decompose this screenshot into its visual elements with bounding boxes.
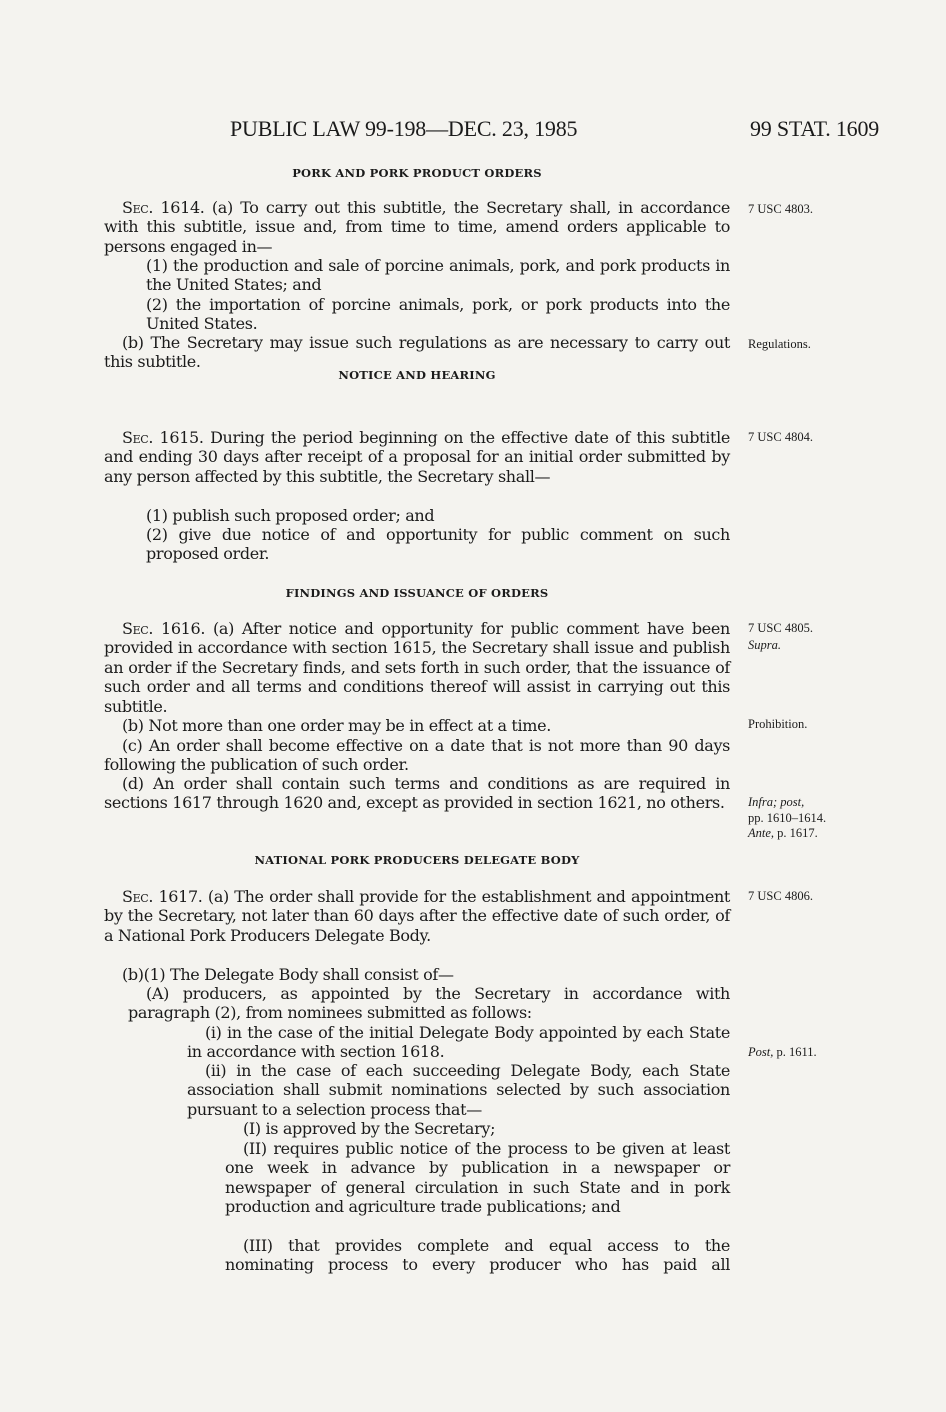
paragraph-text: (1) the production and sale of porcine animals, pork, and pork products in the United States; and	[146, 256, 730, 295]
section-heading: NATIONAL PORK PRODUCERS DELEGATE BODY	[254, 853, 580, 867]
margin-note: 7 USC 4806.	[748, 889, 813, 903]
margin-note: Supra.	[748, 638, 781, 652]
paragraph: (b)(1) The Delegate Body shall consist of—	[122, 965, 454, 984]
paragraph-text: 1614. (a) To carry out this subtitle, the Secretary shall, in accordance with this subtitle, issue and, from time to time, amend orders applicable to persons engaged in—	[104, 198, 730, 256]
paragraph: (c) An order shall become effective on a date that is not more than 90 days following the publication of such order.	[104, 736, 730, 775]
paragraph	[104, 619, 730, 716]
margin-note	[748, 1045, 817, 1059]
paragraph	[104, 887, 730, 945]
paragraph: (2) give due notice of and opportunity for public comment on such proposed order.	[146, 525, 730, 564]
paragraph: (1) publish such proposed order; and	[146, 506, 435, 525]
paragraph: (A) producers, as appointed by the Secretary in accordance with paragraph (2), from nominees submitted as follows:	[128, 984, 730, 1023]
sec-label: Sec.	[122, 428, 154, 447]
paragraph: (I) is approved by the Secretary;	[243, 1119, 496, 1138]
paragraph: (i) in the case of the initial Delegate Body appointed by each State in accordance with section 1618.	[187, 1023, 730, 1062]
section-heading: FINDINGS AND ISSUANCE OF ORDERS	[285, 586, 549, 600]
section-heading: NOTICE AND HEARING	[338, 368, 496, 382]
margin-note-text: Ante,	[748, 826, 775, 840]
paragraph: (ii) in the case of each succeeding Delegate Body, each State association shall submit nominations selected by such association pursuant to a selection process that—	[187, 1061, 730, 1119]
paragraph-text: 1616. (a) After notice and opportunity for public comment have been provided in accordance with section 1615, the Secretary shall issue and publish an order if the Secretary finds, and sets forth in such order, that the issuance of such order and all terms and conditions thereof will assist in carrying out this subtitle.	[104, 619, 730, 716]
paragraph: (b) The Secretary may issue such regulations as are necessary to carry out this subtitle.	[104, 333, 730, 372]
running-header-title: PUBLIC LAW 99-198—DEC. 23, 1985	[230, 116, 578, 141]
margin-note	[748, 826, 818, 840]
section-heading: PORK AND PORK PRODUCT ORDERS	[292, 166, 542, 180]
paragraph	[104, 198, 730, 256]
paragraph	[104, 428, 730, 486]
paragraph-text: 1615. During the period beginning on the effective date of this subtitle and ending 30 days after receipt of a proposal for an initial order submitted by any person affected by this subtitle, the Secretary shall—	[104, 428, 730, 486]
paragraph-text: 1617. (a) The order shall provide for the establishment and appointment by the Secretary, not later than 60 days after the effective date of such order, of a National Pork Producers Delegate Body.	[104, 887, 730, 945]
margin-note: 7 USC 4804.	[748, 430, 813, 444]
margin-note: pp. 1610–1614.	[748, 811, 827, 825]
sec-label: Sec.	[122, 887, 154, 906]
margin-note: Regulations.	[748, 337, 811, 351]
paragraph	[146, 256, 730, 295]
margin-note-text: p. 1611.	[773, 1045, 817, 1059]
paragraph: (III) that provides complete and equal access to the nominating process to every producer who has paid all	[225, 1236, 730, 1275]
margin-note: Prohibition.	[748, 717, 808, 731]
margin-note-text: p. 1617.	[774, 826, 818, 840]
paragraph: (b) Not more than one order may be in effect at a time.	[122, 716, 551, 735]
paragraph: (2) the importation of porcine animals, pork, or pork products into the United States.	[146, 295, 730, 334]
paragraph: (d) An order shall contain such terms and conditions as are required in sections 1617 through 1620 and, except as provided in section 1621, no others.	[104, 774, 730, 813]
margin-note: 7 USC 4803.	[748, 202, 813, 216]
sec-label: Sec.	[122, 198, 154, 217]
paragraph: (II) requires public notice of the process to be given at least one week in advance by publication in a newspaper or newspaper of general circulation in such State and in pork production and agriculture trade publications; and	[225, 1139, 730, 1217]
margin-note: 7 USC 4805.	[748, 621, 813, 635]
page-number: 99 STAT. 1609	[750, 116, 880, 141]
sec-label: Sec.	[122, 619, 154, 638]
margin-note-text: Post,	[748, 1045, 774, 1059]
margin-note: Infra; post,	[748, 795, 805, 809]
